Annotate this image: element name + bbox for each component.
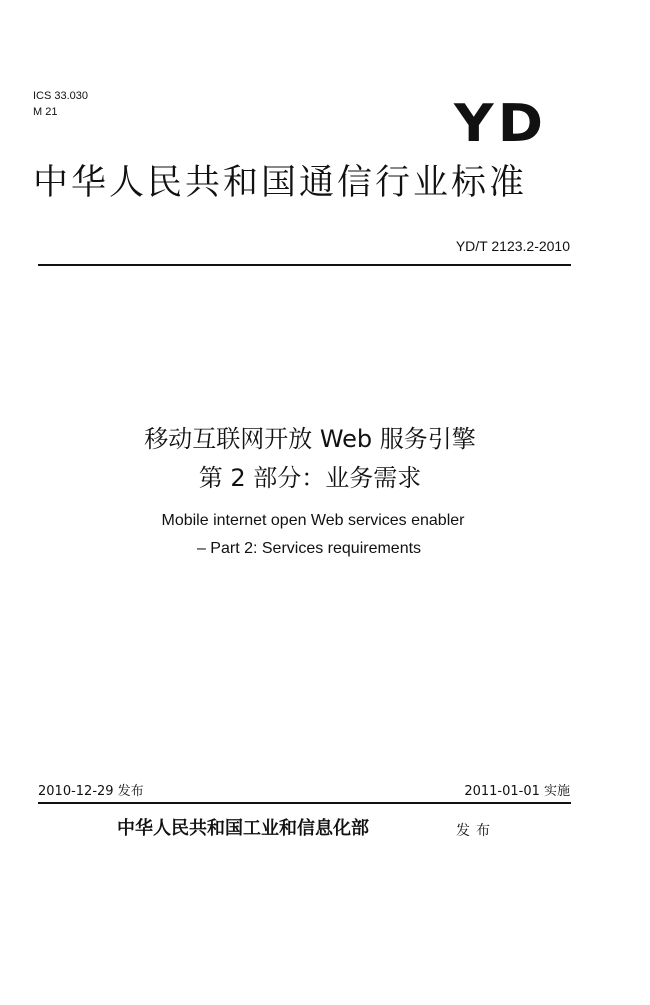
document-title-en-line2: – Part 2: Services requirements [196,540,422,557]
document-title-cn-line1: 移动互联网开放 Web 服务引擎 [144,425,476,453]
bottom-divider [38,802,571,804]
implementation-date: 2011-01-01 实施 [464,784,570,799]
yd-logo: YD [454,94,548,154]
document-title-cn-line2: 第 2 部分：业务需求 [198,464,422,492]
classification-code: M 21 [33,106,58,118]
standard-title: 中华人民共和国通信行业标准 [33,163,528,203]
top-divider [38,264,571,266]
ics-block [33,88,88,120]
publish-label: 发布 [456,823,496,839]
issue-date: 2010-12-29 发布 [38,784,144,799]
publisher-name: 中华人民共和国工业和信息化部 [117,818,369,839]
ics-code: ICS 33.030 [33,90,89,102]
document-title-en-line1: Mobile internet open Web services enabler [161,512,465,529]
standard-code: YD/T 2123.2-2010 [455,238,570,254]
